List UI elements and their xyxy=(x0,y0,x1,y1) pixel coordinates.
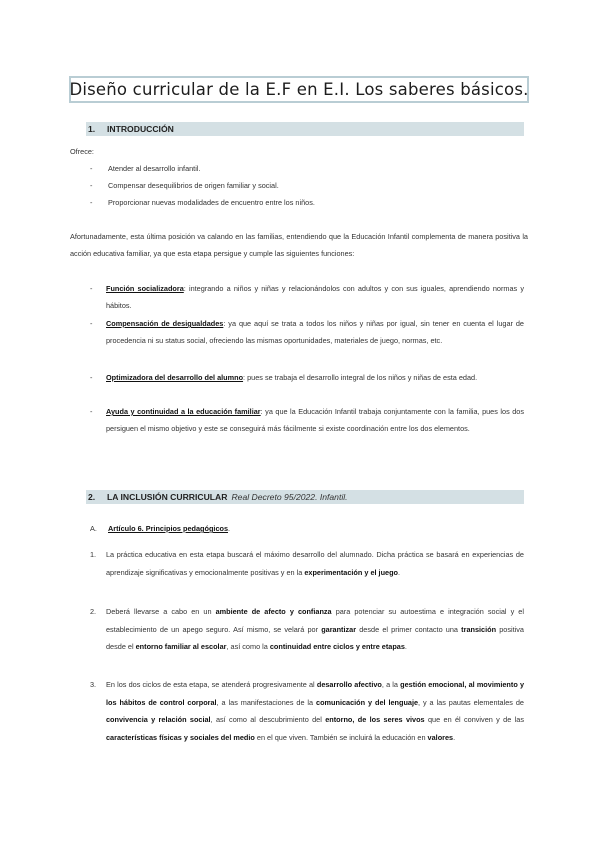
function-item xyxy=(106,404,524,438)
highlight: garantizar xyxy=(321,624,357,634)
text: , así como la xyxy=(226,642,270,651)
text: , así como al descubrimiento del xyxy=(210,715,326,724)
bullet-dash: - xyxy=(90,164,93,173)
function-term: Compensación de desigualdades xyxy=(106,319,224,328)
item-number: 3. xyxy=(90,680,97,689)
subsection-a-title xyxy=(108,521,230,538)
function-text: : integrando a niños y niñas y relacionándolos con adultos y con sus iguales, aprendiendo normas y hábitos. xyxy=(106,284,525,310)
list-item: Atender al desarrollo infantil. xyxy=(108,164,201,173)
text: En los dos ciclos de esta etapa, se atenderá progresivamente al xyxy=(106,680,317,689)
subsection-a-letter: A. xyxy=(90,524,97,533)
highlight: transición xyxy=(461,624,497,634)
function-item xyxy=(106,281,524,315)
document-title: Diseño curricular de la E.F en E.I. Los saberes básicos. xyxy=(69,80,529,99)
highlight: comunicación y del lenguaje xyxy=(316,697,419,707)
bullet-dash: - xyxy=(90,319,93,328)
function-text: : pues se trabaja el desarrollo integral de los niños y niñas de esta edad. xyxy=(243,373,478,382)
subsection-a-title-text: Artículo 6. Principios pedagógicos xyxy=(108,524,229,533)
text: que en él conviven y de las xyxy=(424,715,524,724)
text: . xyxy=(404,642,407,651)
highlight: valores xyxy=(427,732,454,742)
highlight: convivencia y relación social xyxy=(106,715,211,724)
section-2-header xyxy=(86,490,524,504)
text: . xyxy=(453,732,456,742)
document-title-box xyxy=(69,76,529,103)
section-1-number: 1. xyxy=(88,124,96,134)
function-text: : ya que aquí se trata a todos los niños y niñas por igual, sin tener en cuenta el lugar de procedencia ni su status social, ofreciendo las mismas oportunidades, materiales de juego, normas, etc. xyxy=(106,319,524,345)
intro-paragraph: Afortunadamente, esta última posición va calando en las familias, entendiendo que la Educación Infantil complementa de manera positiva la acción educativa familiar, ya que esta etapa persigue y cumple las siguientes funciones: xyxy=(70,232,528,258)
highlight: experimentación y el juego xyxy=(304,567,399,577)
item-number: 2. xyxy=(90,607,97,616)
function-item xyxy=(106,370,524,387)
list-item: Compensar desequilibrios de origen familiar y social. xyxy=(108,181,279,190)
highlight: gestión emocional, al movimiento y los hábitos de control corporal xyxy=(106,680,524,707)
text: . xyxy=(398,567,401,577)
function-term: Ayuda y continuidad a la educación familiar xyxy=(106,407,261,416)
function-text: : ya que la Educación Infantil trabaja conjuntamente con la familia, pues los dos persiguen el mismo objetivo y este se conseguirá más fácilmente si existe coordinación entre los dos elementos. xyxy=(106,407,524,433)
bullet-dash: - xyxy=(90,181,93,190)
text: positiva desde el xyxy=(106,624,524,651)
highlight: continuidad entre ciclos y entre etapas xyxy=(269,642,405,651)
highlight: entorno, de los seres vivos xyxy=(325,715,425,724)
text: , a las manifestaciones de la xyxy=(216,697,317,707)
bullet-dash: - xyxy=(90,407,93,416)
function-item xyxy=(106,316,524,350)
text: Deberá llevarse a cabo en un xyxy=(106,607,216,616)
ofrece-label: Ofrece: xyxy=(70,147,94,156)
section-2-number: 2. xyxy=(88,492,96,502)
function-term: Optimizadora del desarrollo del alumno xyxy=(106,373,244,382)
section-1-title: INTRODUCCIÓN xyxy=(107,124,174,134)
text: desde el primer contacto una xyxy=(356,624,462,634)
highlight: características físicas y sociales del medio xyxy=(106,732,255,742)
bullet-dash: - xyxy=(90,198,93,207)
text: , a la xyxy=(381,680,401,689)
highlight: ambiente de afecto y confianza xyxy=(215,607,332,616)
text: La práctica educativa en esta etapa buscará el máximo desarrollo del alumnado. Dicha práctica se basará en experiencias de aprendizaje significativas y emocionalmente positivas y en la xyxy=(106,550,524,577)
principle-item-1 xyxy=(106,546,524,581)
highlight: entorno familiar al escolar xyxy=(135,642,227,651)
section-2-subtitle: Real Decreto 95/2022. Infantil. xyxy=(231,492,348,502)
text: en el que viven. También se incluirá la educación en xyxy=(254,732,428,742)
section-2-title: LA INCLUSIÓN CURRICULAR xyxy=(107,492,228,502)
text: , y a las pautas elementales de xyxy=(418,697,524,707)
bullet-dash: - xyxy=(90,284,93,293)
bullet-dash: - xyxy=(90,373,93,382)
subsection-a-dot: . xyxy=(228,524,231,533)
list-item: Proporcionar nuevas modalidades de encuentro entre los niños. xyxy=(108,198,315,207)
principle-item-3 xyxy=(106,676,524,746)
highlight: desarrollo afectivo xyxy=(316,680,382,689)
principle-item-2 xyxy=(106,603,524,656)
function-term: Función socializadora xyxy=(106,284,184,293)
text: para potenciar su autoestima e integración social y el establecimiento de un apego seguro. Así mismo, se velará por xyxy=(106,607,524,634)
item-number: 1. xyxy=(90,550,97,559)
section-1-header xyxy=(86,122,524,136)
